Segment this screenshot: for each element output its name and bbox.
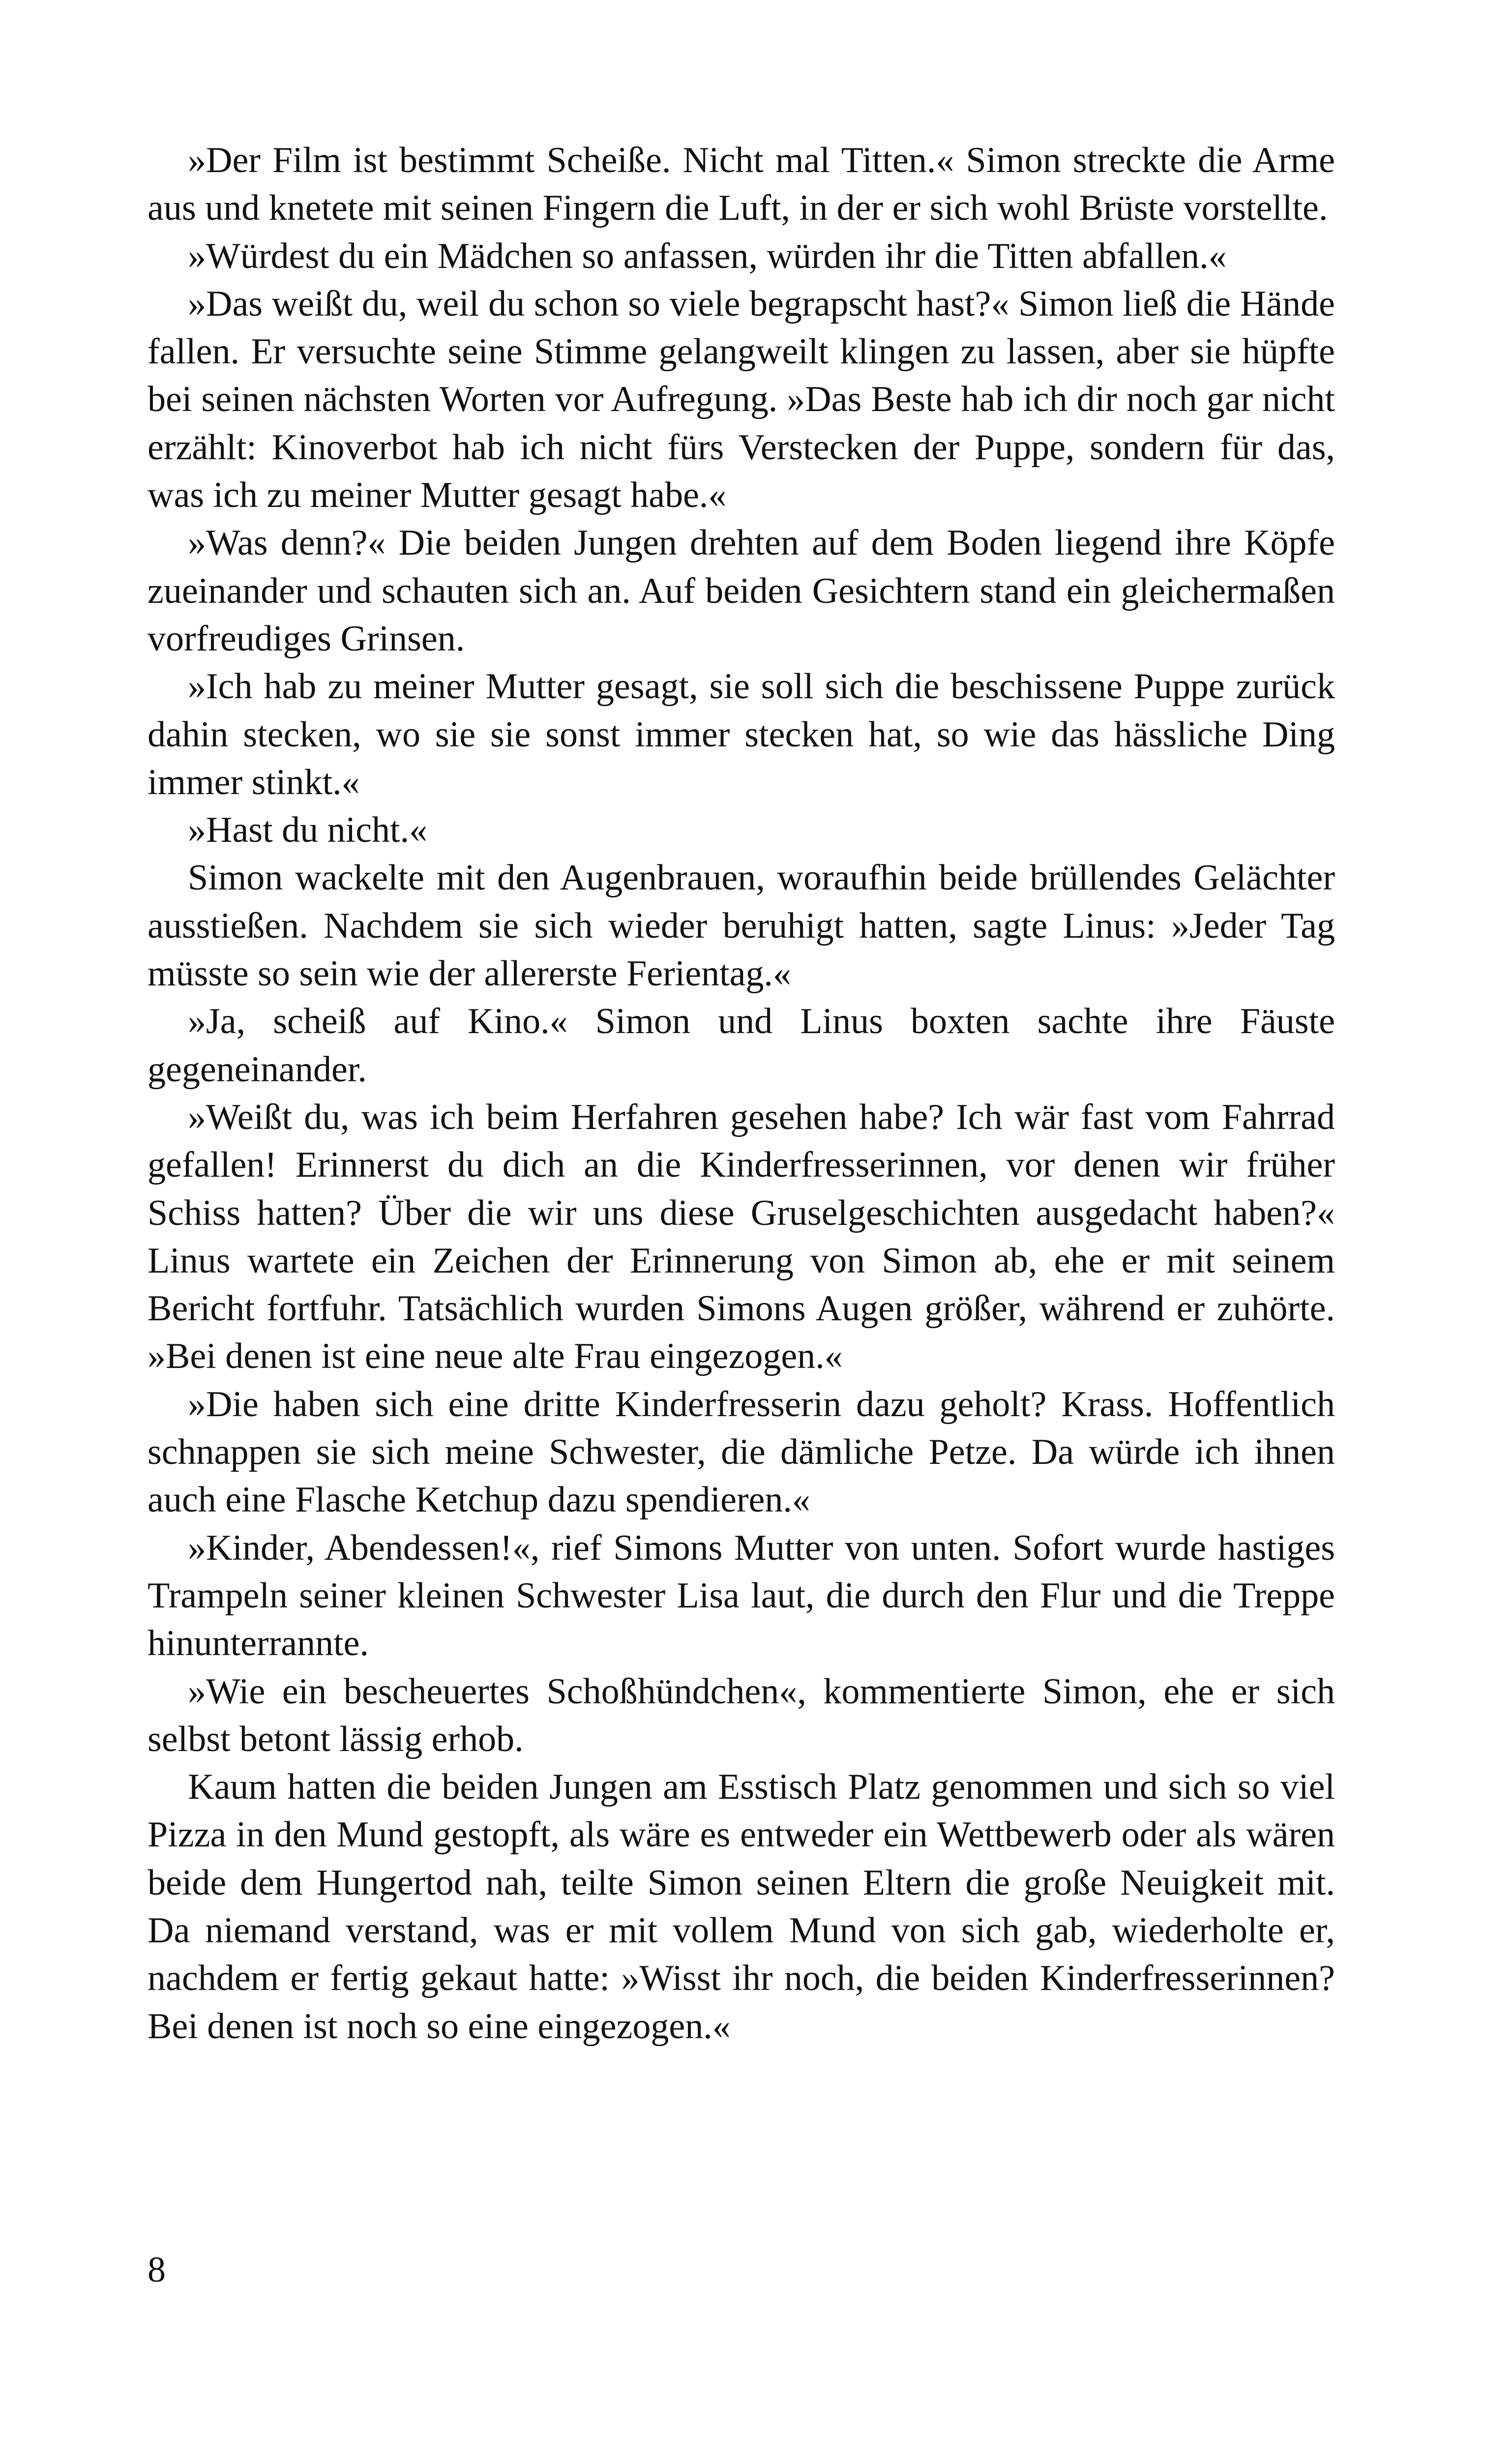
paragraph: »Der Film ist bestimmt Scheiße. Nicht mal Titten.« Simon streckte die Arme aus und knetete mit seinen Fingern die Luft, in der er sich wohl Brüste vorstellte.: [148, 140, 1335, 229]
paragraph: »Hast du nicht.«: [188, 810, 428, 851]
paragraph: Simon wackelte mit den Augenbrauen, woraufhin beide brüllendes Gelächter ausstießen. Nachdem sie sich wieder beruhigt hatten, sagte Linus: »Jeder Tag müsste so sein wie der allererste Ferientag.«: [148, 858, 1335, 994]
paragraph: »Kinder, Abendessen!«, rief Simons Mutter von unten. Sofort wurde hastiges Trampeln seiner kleinen Schwester Lisa laut, die durch den Flur und die Treppe hinunterrannte.: [148, 1527, 1335, 1664]
paragraph: »Ja, scheiß auf Kino.« Simon und Linus boxten sachte ihre Fäuste gegeneinander.: [148, 1001, 1335, 1090]
paragraph: »Weißt du, was ich beim Herfahren gesehen habe? Ich wär fast vom Fahrrad gefallen! Erinnerst du dich an die Kinderfresserinnen, vor denen wir früher Schiss hatten? Über die wir uns diese Gruselgeschichten ausgedacht haben?« Linus wartete ein Zeichen der Erinnerung von Simon ab, ehe er mit seinem Bericht fortfuhr. Tatsächlich wurden Simons Augen größer, während er zuhörte. »Bei denen ist eine neue alte Frau eingezogen.«: [148, 1097, 1335, 1377]
paragraph: Kaum hatten die beiden Jungen am Esstisch Platz genommen und sich so viel Pizza in den Mund gestopft, als wäre es entweder ein Wettbewerb oder als wären beide dem Hungertod nah, teilte Simon seinen Eltern die große Neuigkeit mit. Da niemand verstand, was er mit vollem Mund von sich gab, wiederholte er, nachdem er fertig gekaut hatte: »Wisst ihr noch, die beiden Kinderfresserinnen? Bei denen ist noch so eine eingezogen.«: [148, 1767, 1335, 2047]
paragraph: »Das weißt du, weil du schon so viele begrapscht hast?« Simon ließ die Hände fallen. Er versuchte seine Stimme gelangweilt klingen zu lassen, aber sie hüpfte bei seinen nächsten Worten vor Aufregung. »Das Beste hab ich dir noch gar nicht erzählt: Kinoverbot hab ich nicht fürs Verstecken der Puppe, sondern für das, was ich zu meiner Mutter gesagt habe.«: [148, 283, 1335, 516]
paragraph: »Ich hab zu meiner Mutter gesagt, sie soll sich die beschissene Puppe zurück dahin stecken, wo sie sie sonst immer stecken hat, so wie das hässliche Ding immer stinkt.«: [148, 666, 1335, 803]
paragraph: »Was denn?« Die beiden Jungen drehten auf dem Boden liegend ihre Köpfe zueinander und schauten sich an. Auf beiden Gesichtern stand ein gleichermaßen vorfreudiges Grinsen.: [148, 523, 1335, 659]
paragraph: »Würdest du ein Mädchen so anfassen, würden ihr die Titten abfallen.«: [188, 236, 1227, 276]
paragraph: »Die haben sich eine dritte Kinderfresserin dazu geholt? Krass. Hoffentlich schnappen sie sich meine Schwester, die dämliche Petze. Da würde ich ihnen auch eine Flasche Ketchup dazu spendieren.«: [148, 1384, 1335, 1520]
page-number: 8: [148, 2250, 166, 2290]
body-text: [148, 137, 1335, 2051]
paragraph: »Wie ein bescheuertes Schoßhündchen«, kommentierte Simon, ehe er sich selbst betont lässig erhob.: [148, 1671, 1335, 1759]
